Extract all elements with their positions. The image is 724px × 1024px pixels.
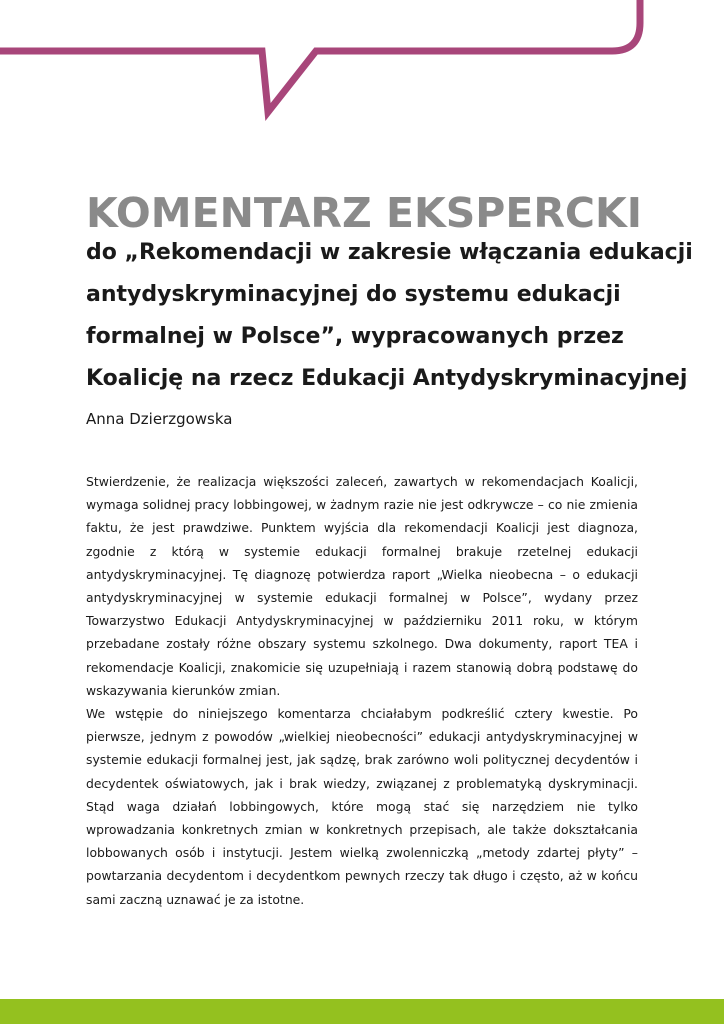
author-name: Anna Dzierzgowska (86, 410, 233, 428)
body-text (86, 470, 638, 911)
footer-accent-bar (0, 999, 724, 1024)
document-subtitle (86, 232, 706, 400)
subtitle-line: Koalicję na rzecz Edukacji Antydyskryminacyjnej (86, 366, 688, 391)
paragraph: We wstępie do niniejszego komentarza chciałabym podkreślić cztery kwestie. Po pierwsze, jednym z powodów „wielkiej nieobecności” edukacji antydyskryminacyjnej w systemie edukacji formalnej jest, jak sądzę, brak zarówno woli politycznej decydentów i decydentek oświatowych, jak i brak wiedzy, związanej z problematyką dyskryminacji. Stąd waga działań lobbingowych, które mogą stać się narzędziem nie tylko wprowadzania konkretnych zmian w konkretnych przepisach, ale także dokształcania lobbowanych osób i instytucji. Jestem wielką zwolenniczką „metody zdartej płyty” – powtarzania decydentom i decydentkom pewnych rzeczy tak długo i często, aż w końcu sami zaczną uznawać je za istotne. (86, 706, 638, 907)
decorative-line-shape (0, 0, 640, 112)
page-title: KOMENTARZ EKSPERCKI (86, 189, 643, 237)
subtitle-line: do „Rekomendacji w zakresie włączania edukacji (86, 240, 693, 265)
speech-bubble-decoration (0, 0, 724, 130)
paragraph: Stwierdzenie, że realizacja większości zaleceń, zawartych w rekomendacjach Koalicji, wymaga solidnej pracy lobbingowej, w żadnym razie nie jest odkrywcze – co nie zmienia faktu, że jest prawdziwe. Punktem wyjścia dla rekomendacji Koalicji jest diagnoza, zgodnie z którą w systemie edukacji formalnej brakuje rzetelnej edukacji antydyskryminacyjnej. Tę diagnozę potwierdza raport „Wielka nieobecna – o edukacji antydyskryminacyjnej w systemie edukacji formalnej w Polsce”, wydany przez Towarzystwo Edukacji Antydyskryminacyjnej w październiku 2011 roku, w którym przebadane zostały różne obszary systemu szkolnego. Dwa dokumenty, raport TEA i rekomendacje Koalicji, znakomicie się uzupełniają i razem stanowią dobrą podstawę do wskazywania kierunków zmian. (86, 474, 638, 698)
subtitle-line: antydyskryminacyjnej do systemu edukacji (86, 282, 621, 307)
subtitle-line: formalnej w Polsce”, wypracowanych przez (86, 324, 624, 349)
